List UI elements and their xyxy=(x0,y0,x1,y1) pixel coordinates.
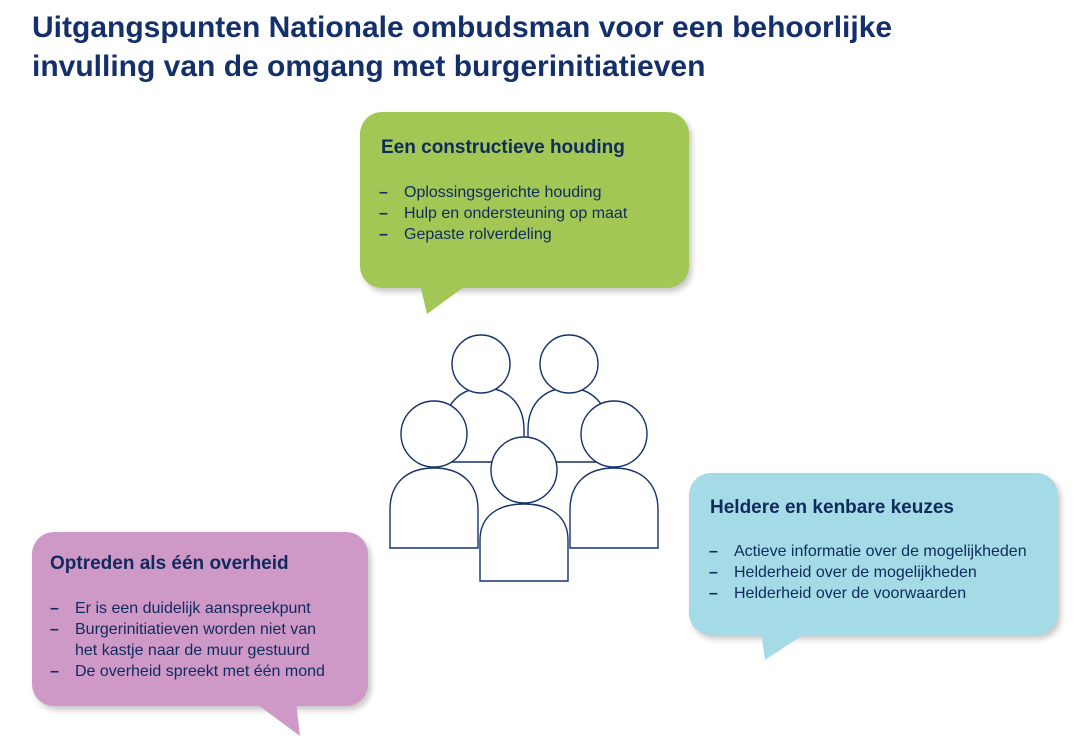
bubble-heading: Optreden als één overheid xyxy=(50,553,289,574)
speech-bubble-constructive-attitude xyxy=(360,112,689,288)
bullet-dash: – xyxy=(50,621,59,638)
list-item: – Actieve informatie over de mogelijkheden xyxy=(709,543,1027,560)
person-head xyxy=(452,335,510,393)
list-item: – Er is een duidelijk aanspreekpunt xyxy=(50,600,311,617)
bubble-heading: Een constructieve houding xyxy=(381,137,625,158)
person-body xyxy=(570,468,658,548)
list-item: – De overheid spreekt met één mond xyxy=(50,663,325,680)
bullet-dash: – xyxy=(379,184,388,201)
bullet-dash: – xyxy=(379,205,388,222)
list-item: – Oplossingsgerichte houding xyxy=(379,184,602,201)
speech-bubble-tail xyxy=(254,702,304,738)
speech-bubble-tail xyxy=(761,631,811,663)
bubble-list xyxy=(50,598,325,682)
page-title xyxy=(32,8,1052,86)
page-title-line-1: Uitgangspunten Nationale ombudsman voor een behoorlijke xyxy=(32,11,893,44)
person-head xyxy=(401,401,467,467)
bullet-dash: – xyxy=(709,585,718,602)
bubble-list xyxy=(379,182,627,245)
list-item: – Helderheid over de mogelijkheden xyxy=(709,564,977,581)
bullet-dash: – xyxy=(379,226,388,243)
bullet-dash: – xyxy=(709,543,718,560)
list-item: – Gepaste rolverdeling xyxy=(379,226,552,243)
list-item-continuation: het kastje naar de muur gestuurd xyxy=(75,642,310,659)
page-title-line-2: invulling van de omgang met burgerinitiatieven xyxy=(32,50,706,83)
person-head xyxy=(491,437,557,503)
person-body xyxy=(390,468,478,548)
bullet-dash: – xyxy=(50,663,59,680)
person-head xyxy=(581,401,647,467)
bubble-list xyxy=(709,541,1027,604)
list-item: – Helderheid over de voorwaarden xyxy=(709,585,967,602)
bullet-dash: – xyxy=(50,600,59,617)
bubble-heading: Heldere en kenbare keuzes xyxy=(710,497,954,518)
list-item: – Hulp en ondersteuning op maat xyxy=(379,205,628,222)
person-body xyxy=(480,504,568,581)
list-item: – Burgerinitiatieven worden niet van xyxy=(50,621,317,638)
person-head xyxy=(540,335,598,393)
speech-bubble-tail xyxy=(420,284,470,316)
speech-bubble-one-government xyxy=(32,532,368,706)
speech-bubble-clear-choices xyxy=(689,473,1058,635)
bullet-dash: – xyxy=(709,564,718,581)
group-of-people-icon xyxy=(380,330,670,590)
